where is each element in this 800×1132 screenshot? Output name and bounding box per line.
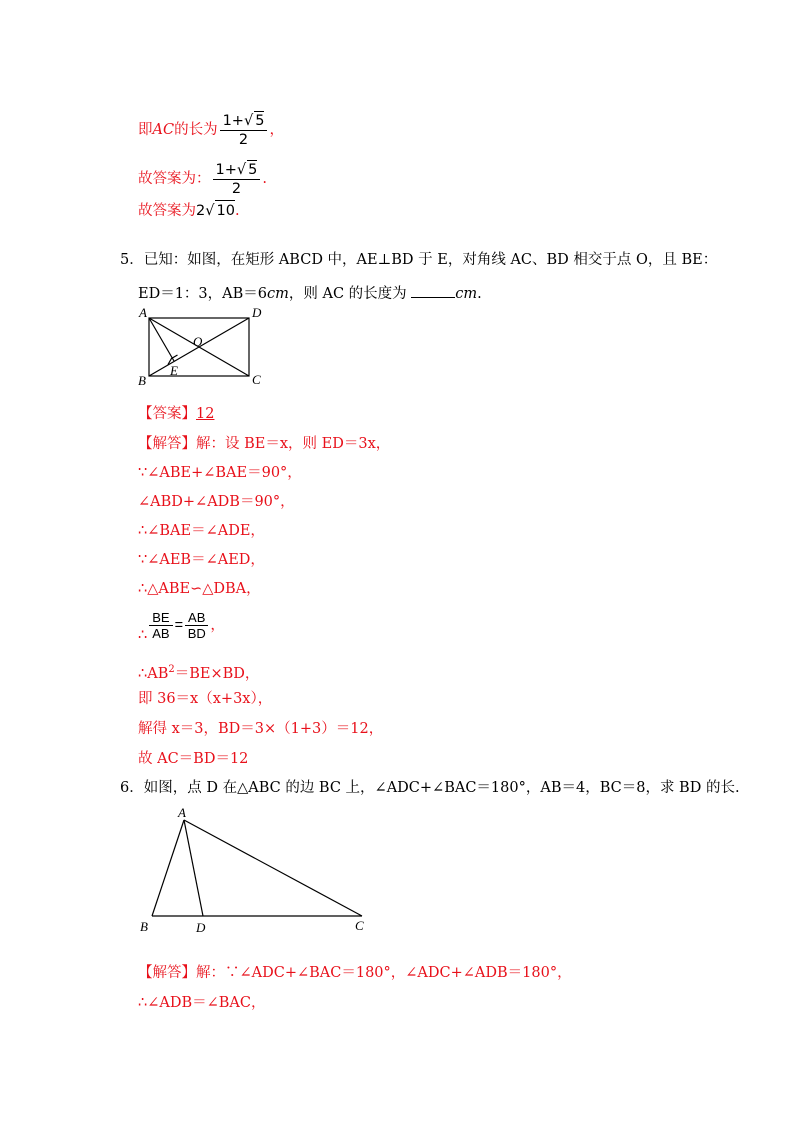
answer-blank bbox=[411, 283, 455, 298]
label-b: B bbox=[140, 919, 148, 934]
prev-line-1: 即AC的长为 $\frac{1+√ 5}{2}$ ， bbox=[138, 113, 284, 148]
label-a: A bbox=[139, 306, 147, 320]
fraction-2: $\frac{1+√ 5}{2}$ bbox=[213, 160, 261, 198]
label-e: E bbox=[170, 363, 178, 378]
q5-sol-2: ∠ABD+∠ADB＝90°， bbox=[138, 494, 295, 510]
segment-ab bbox=[152, 820, 184, 916]
q5-rest-0: 即 36＝x（x+3x）， bbox=[138, 691, 273, 707]
prev-line-2: 故答案为： $\frac{1+√ 5}{2}$ . bbox=[138, 162, 267, 197]
q5-answer: 【答案】12 bbox=[138, 406, 215, 422]
label-d: D bbox=[252, 306, 262, 320]
label-o: O bbox=[193, 334, 203, 349]
q5-rest-2: 故 AC＝BD＝12 bbox=[138, 751, 249, 767]
q5-line-1: 5．已知：如图，在矩形 ABCD 中，AE⊥BD 于 E，对角线 AC、BD 相交于点 O，且 BE： bbox=[120, 252, 718, 268]
label-c: C bbox=[355, 918, 364, 933]
q5-square-line: $\therefore AB^2=BE\times BD$， bbox=[138, 664, 260, 682]
q5-sol-3: ∴∠BAE＝∠ADE， bbox=[138, 523, 265, 539]
label-a: A bbox=[178, 805, 186, 820]
q6-sol-1: ∴∠ADB＝∠BAC， bbox=[138, 995, 266, 1011]
segment-ac bbox=[184, 820, 362, 916]
label-c: C bbox=[252, 372, 261, 386]
q5-sol-4: ∵∠AEB＝∠AED， bbox=[138, 552, 265, 568]
q5-sol-5: ∴△ABE∽△DBA， bbox=[138, 581, 261, 597]
q6-sol-0: 【解答】解：∵∠ADC+∠BAC＝180°，∠ADC+∠ADB＝180°， bbox=[138, 965, 572, 981]
label-b: B bbox=[138, 373, 146, 386]
prev-line-3: 故答案为2√ 10. bbox=[138, 200, 240, 221]
fraction-1: $\frac{1+√ 5}{2}$ bbox=[220, 111, 268, 149]
q5-ratio-line: ∴ $\frac{BE}{AB}$ = $\frac{AB}{BD}$ ， bbox=[138, 610, 225, 644]
segment-ae bbox=[149, 318, 174, 361]
label-d: D bbox=[196, 920, 206, 935]
q5-rest-1: 解得 x＝3，BD＝3×（1+3）＝12， bbox=[138, 721, 384, 737]
q5-sol-1: ∵∠ABE+∠BAE＝90°， bbox=[138, 465, 302, 481]
triangle-figure bbox=[136, 804, 376, 936]
segment-ad bbox=[184, 820, 203, 916]
q5-sol-0: 【解答】解：设 BE＝x，则 ED＝3x， bbox=[138, 436, 391, 452]
q6-line-1: 6．如图，点 D 在△ABC 的边 BC 上，∠ADC+∠BAC＝180°，AB＝4，BC＝8，求 BD 的长. bbox=[120, 780, 740, 796]
rectangle-figure bbox=[136, 306, 266, 386]
q5-line-2: ED＝1：3，AB＝6cm，则 AC 的长度为 cm. bbox=[138, 283, 482, 304]
